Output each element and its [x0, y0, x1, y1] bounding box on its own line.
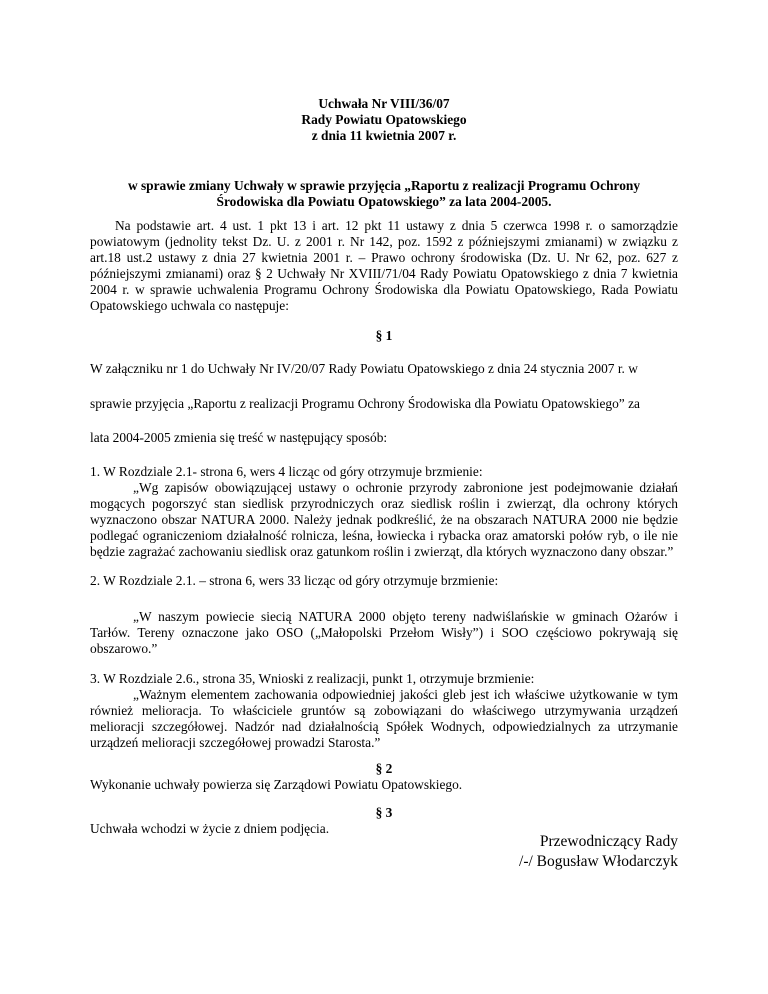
subject-line-2: Środowiska dla Powiatu Opatowskiego” za lata 2004-2005.	[216, 194, 552, 209]
section-2-text: Wykonanie uchwały powierza się Zarządowi Powiatu Opatowskiego.	[90, 777, 463, 792]
preamble-paragraph: Na podstawie art. 4 ust. 1 pkt 13 i art. 12 pkt 11 ustawy z dnia 5 czerwca 1998 r. o samorządzie powiatowym (jednolity tekst Dz. U. z 2001 r. Nr 142, poz. 1592 z późniejszymi zmianami) w związku z art.18 ust.2 ustawy z dnia 27 kwietnia 2001 r. – Prawo ochrony środowiska (Dz. U. Nr 62, poz. 627 z późniejszymi zmianami) oraz § 2 Uchwały Nr XVIII/71/04 Rady Powiatu Opatowskiego z dnia 7 kwietnia 2004 r. w sprawie uchwalenia Programu Ochrony Środowiska dla Powiatu Opatowskiego, Rada Powiatu Opatowskiego uchwala co następuje:	[90, 218, 678, 313]
point-2-quote: „W naszym powiecie siecią NATURA 2000 objęto tereny nadwiślańskie w gminach Ożarów i Tarłów. Tereny oznaczone jako OSO („Małopolski Przełom Wisły”) i SOO częściowo pokrywają się obszarowo.”	[90, 609, 678, 656]
section-1-line-1: W załączniku nr 1 do Uchwały Nr IV/20/07 Rady Powiatu Opatowskiego z dnia 24 stycznia 2007 r. w	[90, 361, 638, 376]
section-1-line-2: sprawie przyjęcia „Raportu z realizacji Programu Ochrony Środowiska dla Powiatu Opatowskiego” za	[90, 396, 640, 411]
section-3-text: Uchwała wchodzi w życie z dniem podjęcia.	[90, 821, 330, 836]
section-1-line-3: lata 2004-2005 zmienia się treść w następujący sposób:	[90, 430, 388, 445]
section-2-heading: § 2	[375, 761, 393, 776]
section-1-heading: § 1	[375, 328, 393, 343]
resolution-date: z dnia 11 kwietnia 2007 r.	[311, 128, 457, 143]
point-2-intro: 2. W Rozdziale 2.1. – strona 6, wers 33 licząc od góry otrzymuje brzmienie:	[90, 573, 499, 588]
council-name: Rady Powiatu Opatowskiego	[301, 112, 467, 127]
signature-block	[420, 832, 678, 872]
point-3-intro: 3. W Rozdziale 2.6., strona 35, Wnioski z realizacji, punkt 1, otrzymuje brzmienie:	[90, 671, 535, 686]
signature-name: /-/ Bogusław Włodarczyk	[519, 853, 678, 870]
resolution-subject	[90, 178, 678, 210]
resolution-header	[90, 96, 678, 144]
section-3-heading: § 3	[375, 805, 393, 820]
resolution-number: Uchwała Nr VIII/36/07	[318, 96, 450, 111]
signature-title: Przewodniczący Rady	[539, 833, 678, 850]
point-1-quote: „Wg zapisów obowiązującej ustawy o ochronie przyrody zabronione jest podejmowanie działań mogących pogorszyć stan siedlisk przyrodniczych oraz siedlisk roślin i zwierząt, dla ochrony których wyznaczono obszar NATURA 2000. Należy jednak podkreślić, że na obszarach NATURA 2000 nie będzie podlegać ograniczeniom działalność rolnicza, leśna, łowiecka i rybacka oraz amatorski połów ryb, o ile nie będzie zagrażać zachowaniu siedlisk oraz gatunkom roślin i zwierząt, dla których wyznaczono dany obszar.”	[90, 480, 678, 559]
subject-line-1: w sprawie zmiany Uchwały w sprawie przyjęcia „Raportu z realizacji Programu Ochrony	[127, 178, 641, 193]
point-3-quote: „Ważnym elementem zachowania odpowiedniej jakości gleb jest ich właściwe użytkowanie w tym również melioracja. To właściciele gruntów są zobowiązani do właściwego utrzymywania urządzeń melioracji szczegółowej. Nadzór nad działalnością Spółek Wodnych, odpowiedzialnych za utrzymanie urządzeń melioracji szczegółowej prowadzi Starosta.”	[90, 687, 678, 750]
point-1-intro: 1. W Rozdziale 2.1- strona 6, wers 4 licząc od góry otrzymuje brzmienie:	[90, 464, 483, 479]
